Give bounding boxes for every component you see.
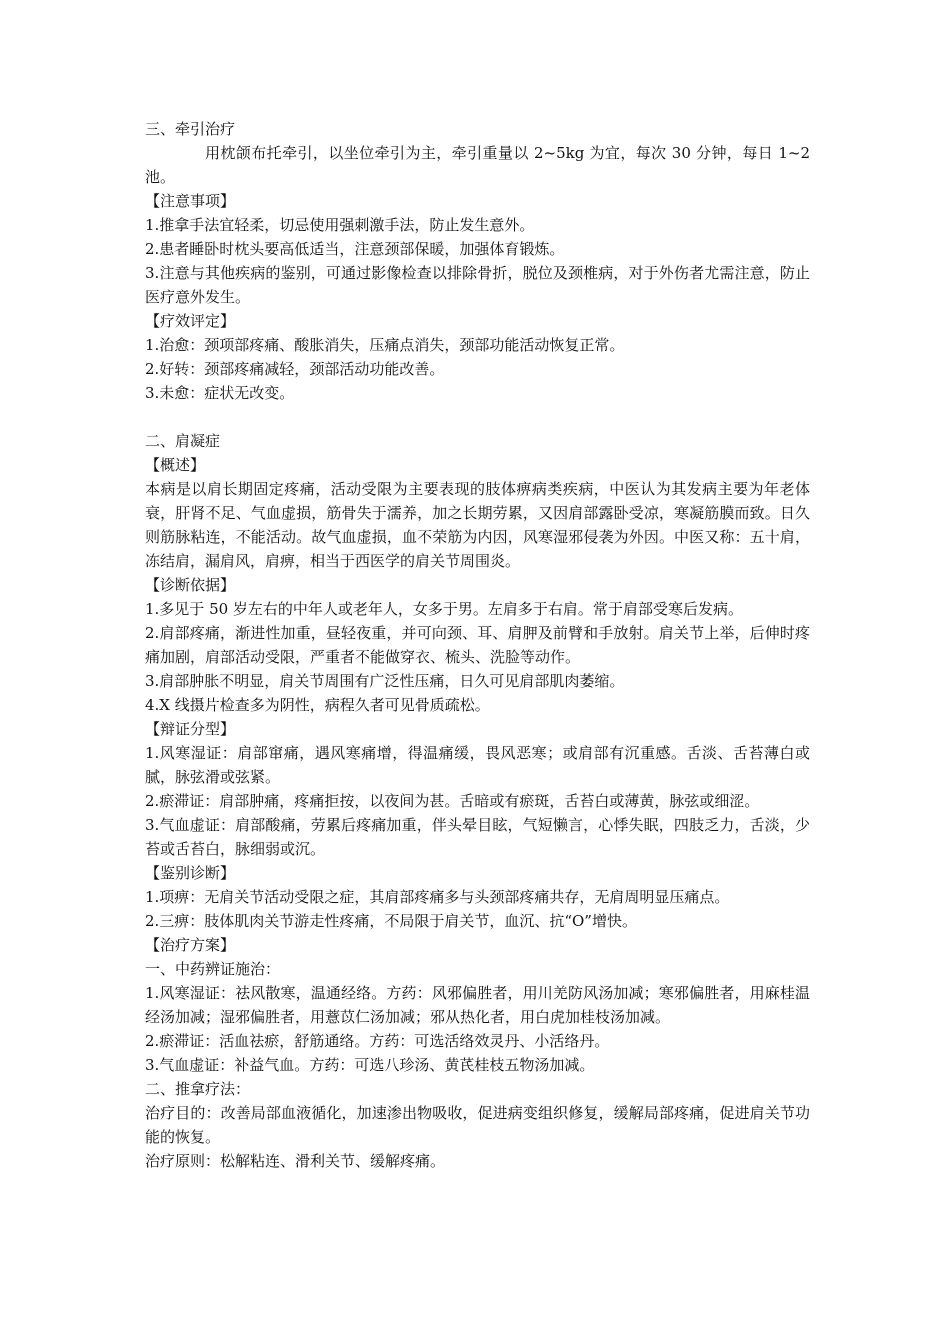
list-item: 1.推拿手法宜轻柔，切忌使用强刺激手法，防止发生意外。 bbox=[145, 216, 535, 234]
list-item: 3.肩部肿胀不明显，肩关节周围有广泛性压痛，日久可见肩部肌肉萎缩。 bbox=[145, 672, 625, 690]
subsection-header: 【注意事项】 bbox=[145, 192, 236, 210]
subsection-header: 【概述】 bbox=[145, 456, 206, 474]
spacer bbox=[145, 405, 810, 429]
list-item: 2.瘀滞证：活血祛瘀，舒筋通络。方药：可选活络效灵丹、小活络丹。 bbox=[145, 1032, 610, 1050]
subheading: 二、推拿疗法： bbox=[145, 1080, 251, 1098]
list-item: 1.多见于 50 岁左右的中年人或老年人，女多于男。左肩多于右肩。常于肩部受寒后发病。 bbox=[145, 600, 743, 618]
paragraph: 治疗原则：松解粘连、滑利关节、缓解疼痛。 bbox=[145, 1152, 446, 1170]
subsection-header: 【鉴别诊断】 bbox=[145, 864, 236, 882]
subsection-header: 【辩证分型】 bbox=[145, 720, 236, 738]
subsection-header: 【疗效评定】 bbox=[145, 312, 236, 330]
list-item: 3.气血虚证：补益气血。方药：可选八珍汤、黄芪桂枝五物汤加减。 bbox=[145, 1056, 595, 1074]
list-item: 1.治愈：颈项部疼痛、酸胀消失，压痛点消失，颈部功能活动恢复正常。 bbox=[145, 336, 625, 354]
paragraph: 本病是以肩长期固定疼痛，活动受限为主要表现的肢体痹病类疾病，中医认为其发病主要为年老体衰，肝肾不足、气血虚损，筋骨失于濡养，加之长期劳累，又因肩部露卧受凉，寒凝筋膜而致。日久则筋脉粘连，不能活动。故气血虚损，血不荣筋为内因，风寒湿邪侵袭为外因。中医又称：五十肩，冻结肩，漏肩风，肩痹，相当于西医学的肩关节周围炎。 bbox=[145, 480, 810, 570]
list-item: 4.X 线摄片检查多为阴性，病程久者可见骨质疏松。 bbox=[145, 696, 490, 714]
list-item: 1.风寒湿证：肩部窜痛，遇风寒痛增，得温痛缓，畏风恶寒；或肩部有沉重感。舌淡、舌苔薄白或腻，脉弦滑或弦紧。 bbox=[145, 744, 810, 786]
paragraph: 治疗目的：改善局部血液循化，加速渗出物吸收，促进病变组织修复，缓解局部疼痛，促进肩关节功能的恢复。 bbox=[145, 1104, 810, 1146]
section-title: 三、牵引治疗 bbox=[145, 120, 236, 138]
list-item: 2.三痹：肢体肌肉关节游走性疼痛，不局限于肩关节，血沉、抗“O”增快。 bbox=[145, 912, 637, 930]
list-item: 3.气血虚证：肩部酸痛，劳累后疼痛加重，伴头晕目眩，气短懒言，心悸失眠，四肢乏力，舌淡，少苔或舌苔白，脉细弱或沉。 bbox=[145, 816, 810, 858]
list-item: 3.注意与其他疾病的鉴别，可通过影像检查以排除骨折，脱位及颈椎病，对于外伤者尤需注意，防止医疗意外发生。 bbox=[145, 264, 810, 306]
list-item: 2.瘀滞证：肩部肿痛，疼痛拒按，以夜间为甚。舌暗或有瘀斑，舌苔白或薄黄，脉弦或细涩。 bbox=[145, 792, 760, 810]
list-item: 1.项痹：无肩关节活动受限之症，其肩部疼痛多与头颈部疼痛共存，无肩周明显压痛点。 bbox=[145, 888, 730, 906]
list-item: 2.肩部疼痛，渐进性加重，昼轻夜重，并可向颈、耳、肩胛及前臂和手放射。肩关节上举，后伸时疼痛加剧，肩部活动受限，严重者不能做穿衣、梳头、洗脸等动作。 bbox=[145, 624, 810, 666]
document-page bbox=[145, 117, 810, 1173]
subheading: 一、中药辨证施治： bbox=[145, 960, 281, 978]
list-item: 2.好转：颈部疼痛减轻，颈部活动功能改善。 bbox=[145, 360, 445, 378]
paragraph: 用枕颌布托牵引，以坐位牵引为主，牵引重量以 2~5kg 为宜，每次 30 分钟，每日 1~2 池。 bbox=[145, 144, 810, 186]
list-item: 1.风寒湿证：祛风散寒，温通经络。方药：风邪偏胜者，用川羌防风汤加减；寒邪偏胜者，用麻桂温经汤加减；湿邪偏胜者，用薏苡仁汤加减；邪从热化者，用白虎加桂枝汤加减。 bbox=[145, 984, 810, 1026]
list-item: 2.患者睡卧时枕头要高低适当，注意颈部保暖，加强体育锻炼。 bbox=[145, 240, 565, 258]
subsection-header: 【治疗方案】 bbox=[145, 936, 236, 954]
list-item: 3.未愈：症状无改变。 bbox=[145, 384, 295, 402]
section-title: 二、肩凝症 bbox=[145, 432, 221, 450]
subsection-header: 【诊断依据】 bbox=[145, 576, 236, 594]
